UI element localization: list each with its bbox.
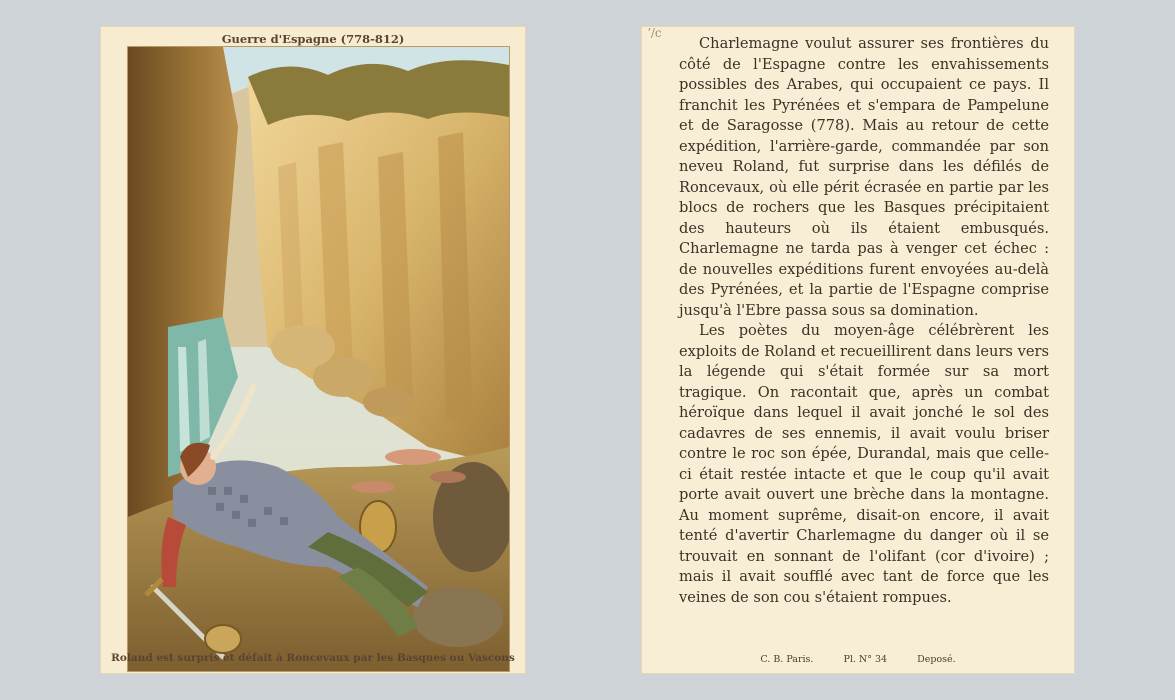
publisher: C. B. Paris. bbox=[760, 654, 814, 665]
paragraph-1: Charlemagne voulut assurer ses frontières du côté de l'Espagne contre les envahissements possibles des Arabes, qui occupaient ce pays. Il franchit les Pyrénées et s'empara de Pampelune et de Saragosse (778). Mais au retour de cette expédition, l'arrière-garde, commandée par son neveu Roland, fut surprise dans les défilés de Roncevaux, où elle périt écrasée en partie par les blocs de rochers que les Basques précipitaient des hauteurs où ils étaient embusqués. Charlemagne ne tarda pas à venger cet échec : de nouvelles expéditions furent envoyées au-delà des Pyrénées, et la partie de l'Espagne comprise jusqu'à l'Ebre passa sous sa domination. bbox=[679, 35, 1049, 319]
deposit-note: Deposé. bbox=[917, 654, 956, 665]
card-front bbox=[100, 26, 526, 674]
paragraph-2: Les poètes du moyen-âge célébrèrent les exploits de Roland et recueillirent dans leurs vers la légende qui s'était formée sur sa mort tragique. On racontait que, après un combat héroïque dans lequel il avait jonché le sol des cadavres de ses ennemis, il avait voulu briser contre le roc son épée, Durandal, mais que celle-ci était restée intacte et que le coup qu'il avait porte avait ouvert une brèche dans la montagne. Au moment suprême, disait-on encore, il avait tenté d'avertir Charlemagne du danger où il se trouvait en sonnant de l'olifant (cor d'ivoire) ; mais il avait soufflé avec tant de force que les veines de son cou s'étaient rompues. bbox=[679, 322, 1049, 606]
roland-illustration bbox=[127, 46, 510, 672]
card-title: Guerre d'Espagne (778-812) bbox=[221, 32, 405, 46]
history-text bbox=[679, 34, 1049, 608]
card-back bbox=[641, 26, 1075, 674]
plate-number: Pl. N° 34 bbox=[843, 654, 888, 665]
corner-mark: ʼ/c bbox=[647, 26, 662, 40]
card-footer bbox=[641, 654, 1075, 665]
card-caption: Roland est surpris et défait à Roncevaux par les Basques ou Vascons bbox=[111, 652, 515, 664]
